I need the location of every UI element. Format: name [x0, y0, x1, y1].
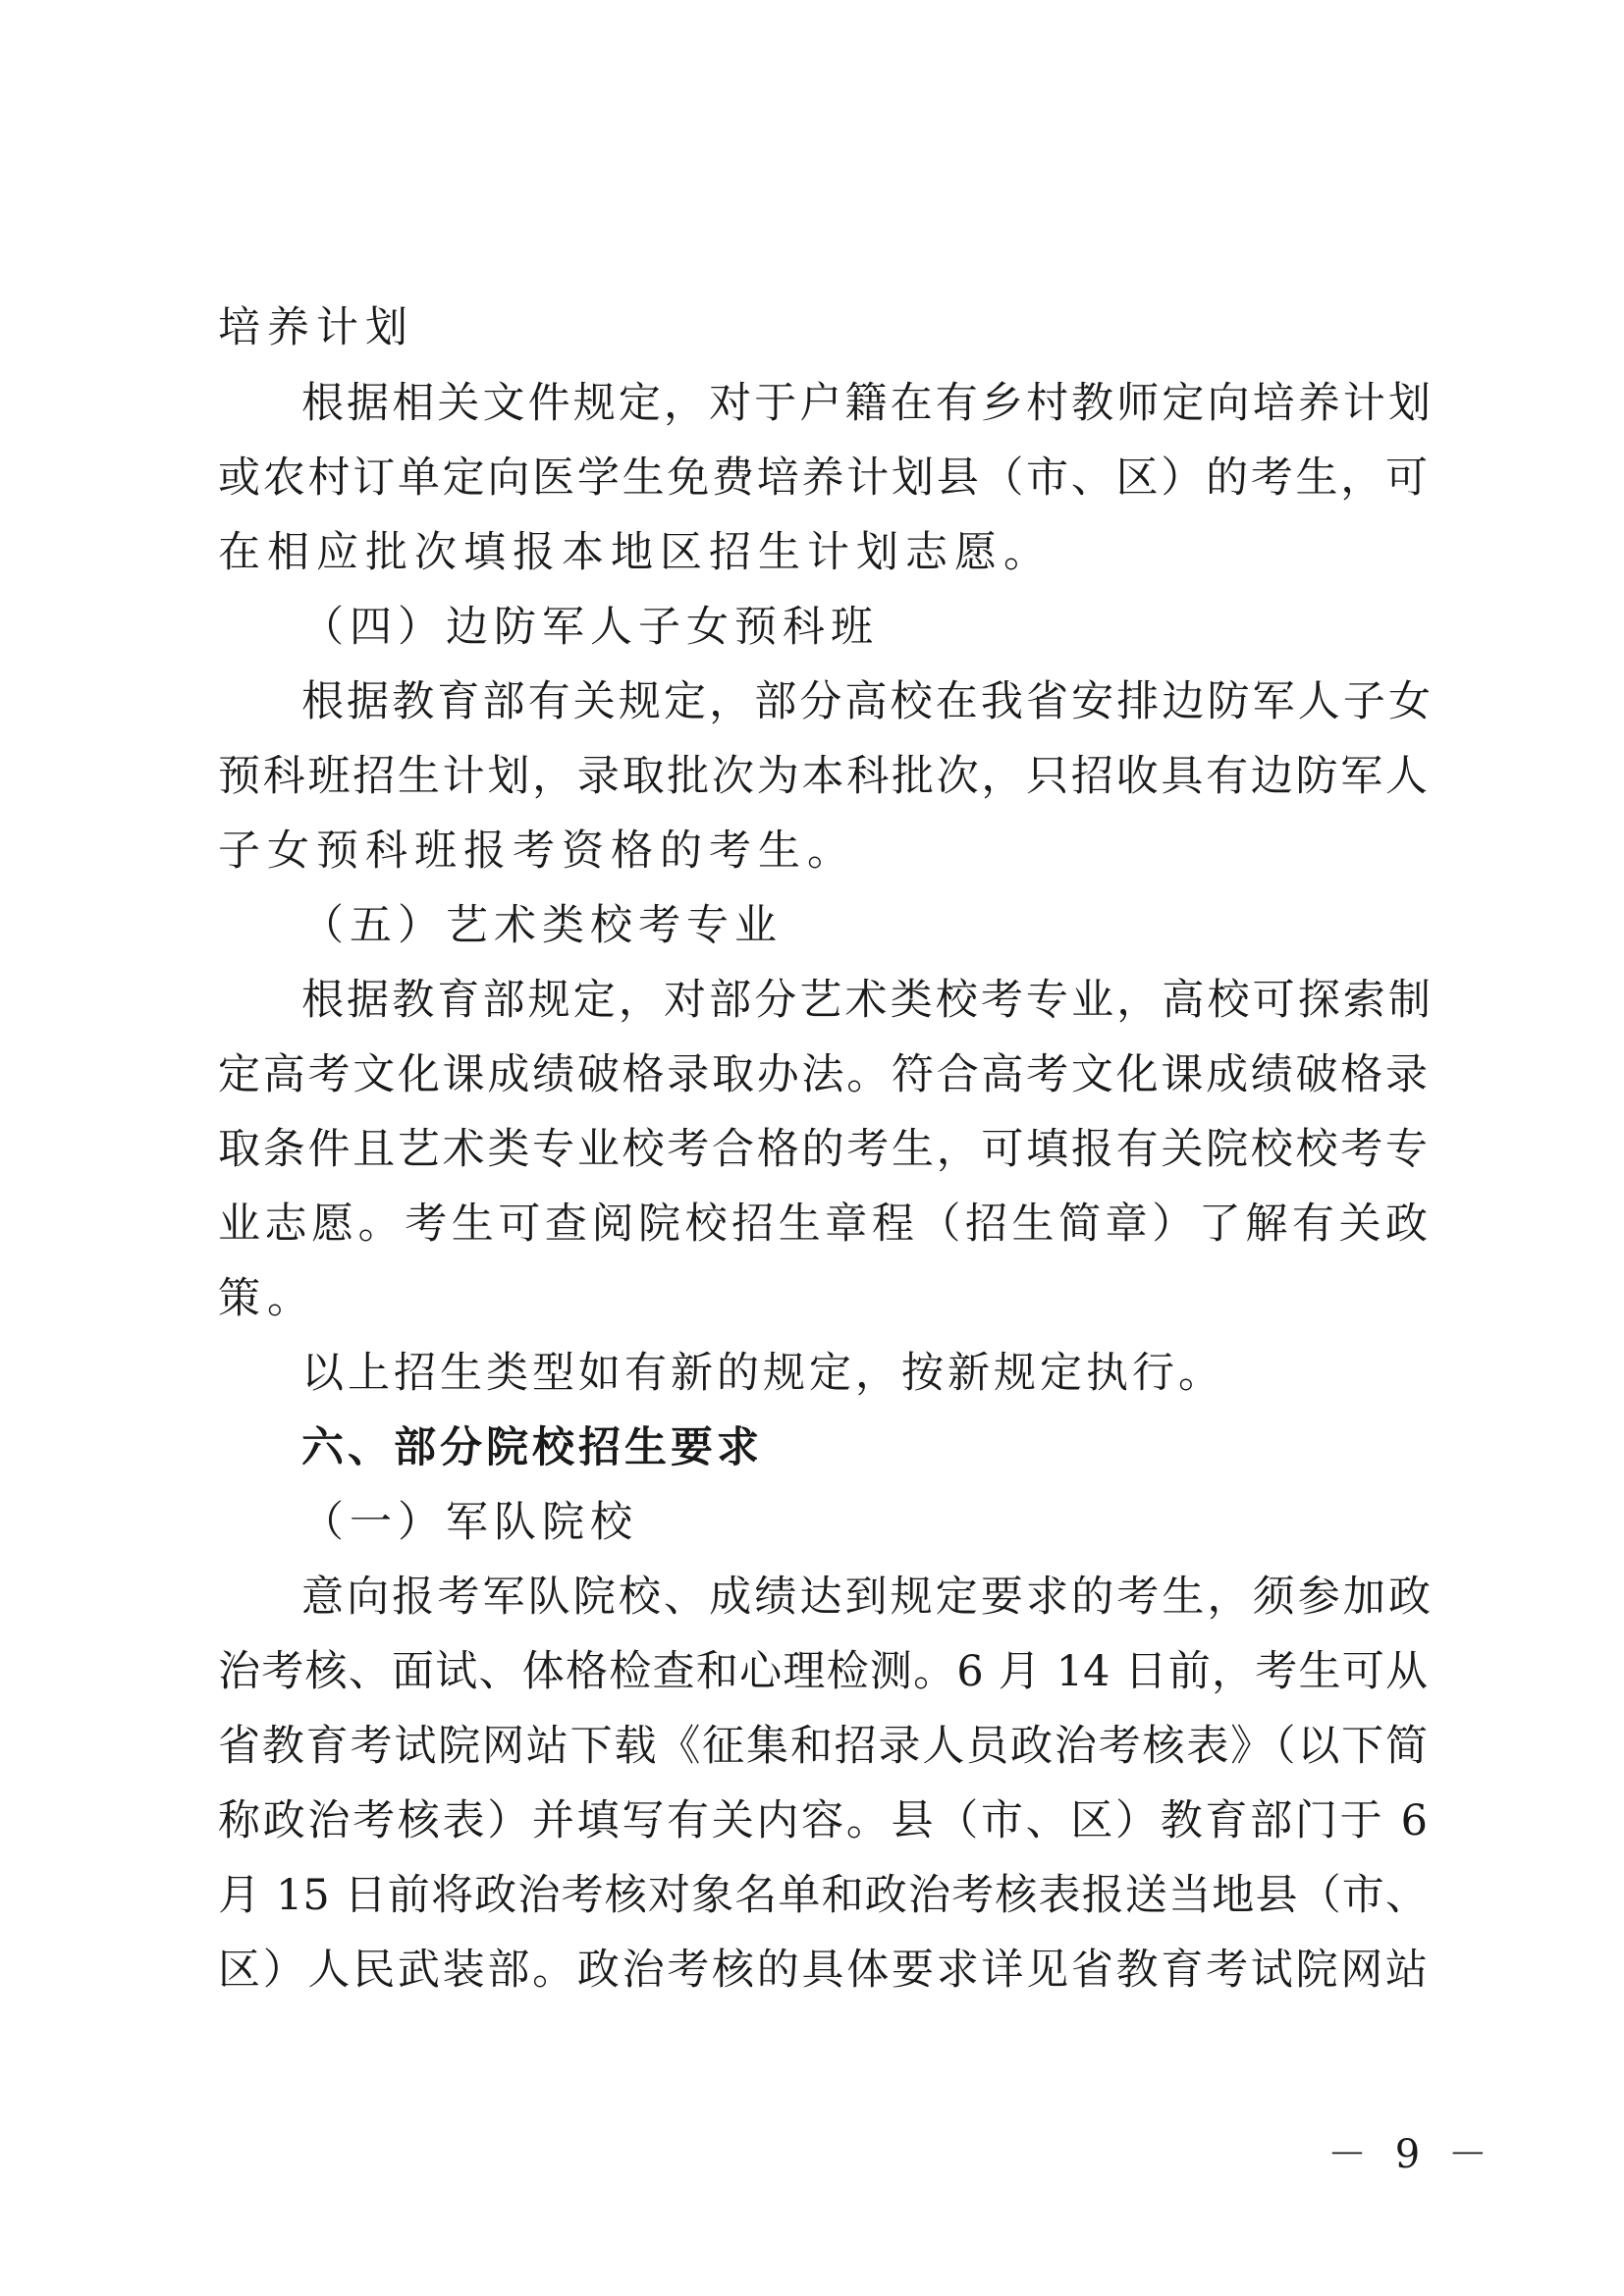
paragraph-line: 预科班招生计划，录取批次为本科批次，只招收具有边防军人 [218, 752, 1428, 801]
paragraph-line: 根据教育部有关规定，部分高校在我省安排边防军人子女 [301, 677, 1431, 726]
chapter-heading-6: 六、部分院校招生要求 [301, 1423, 763, 1472]
paragraph-line: 区）人民武装部。政治考核的具体要求详见省教育考试院网站 [218, 1946, 1428, 1995]
paragraph-line: 称政治考核表）并填写有关内容。县（市、区）教育部门于 6 [218, 1796, 1428, 1845]
paragraph-line: 业志愿。考生可查阅院校招生章程（招生简章）了解有关政 [218, 1200, 1428, 1249]
paragraph-line: 月 15 日前将政治考核对象名单和政治考核表报送当地县（市、 [218, 1871, 1428, 1920]
section-heading-4: （四）边防军人子女预科班 [301, 603, 879, 652]
paragraph-line: 策。 [218, 1274, 316, 1323]
paragraph-line: 子女预科班报考资格的考生。 [218, 827, 856, 876]
paragraph-line: 或农村订单定向医学生免费培养计划县（市、区）的考生，可 [218, 454, 1428, 503]
paragraph-line: 根据相关文件规定，对于户籍在有乡村教师定向培养计划 [301, 379, 1431, 428]
section-heading-5: （五）艺术类校考专业 [301, 901, 783, 950]
paragraph-line: 治考核、面试、体格检查和心理检测。6 月 14 日前，考生可从 [218, 1647, 1428, 1696]
paragraph-line: 取条件且艺术类专业校考合格的考生，可填报有关院校校考专 [218, 1125, 1428, 1174]
paragraph-line: 根据教育部规定，对部分艺术类校考专业，高校可探索制 [301, 976, 1431, 1025]
paragraph-line: 以上招生类型如有新的规定，按新规定执行。 [301, 1349, 1224, 1398]
paragraph-line: 意向报考军队院校、成绩达到规定要求的考生，须参加政 [301, 1573, 1431, 1622]
page-number: － 9 － [1327, 2132, 1495, 2177]
paragraph-line: 省教育考试院网站下载《征集和招录人员政治考核表》（以下简 [218, 1722, 1428, 1771]
paragraph-line: 在相应批次填报本地区招生计划志愿。 [218, 528, 1053, 577]
paragraph-line: 定高考文化课成绩破格录取办法。符合高考文化课成绩破格录 [218, 1050, 1428, 1099]
section-heading-1: （一）军队院校 [301, 1498, 638, 1547]
text-line-continuation: 培养计划 [218, 303, 414, 352]
